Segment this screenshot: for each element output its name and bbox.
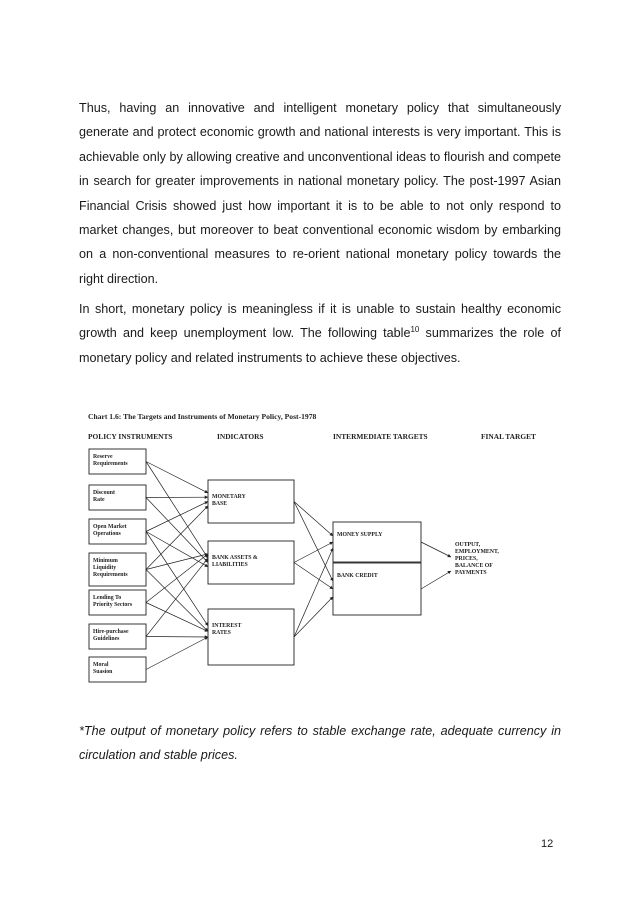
- connector-arrow: [146, 637, 208, 638]
- output-footnote: *The output of monetary policy refers to stable exchange rate, adequate currency in circulation and stable prices.: [79, 724, 561, 763]
- instrument-box-label: Requirements: [93, 572, 128, 578]
- instrument-box-label: Operations: [93, 531, 121, 537]
- instrument-box-label: Requirements: [93, 461, 128, 467]
- connector-arrow: [294, 597, 333, 637]
- indicator-box: [208, 609, 294, 665]
- indicator-box-label: LIABILITIES: [212, 562, 248, 568]
- footnote-reference: 10: [410, 325, 420, 335]
- connector-arrow: [294, 563, 333, 590]
- intermediate-target-box-label: BANK CREDIT: [337, 573, 378, 579]
- instrument-box-label: Rate: [93, 497, 105, 503]
- connector-arrow: [421, 542, 451, 557]
- instrument-box-label: Discount: [93, 490, 115, 496]
- header-final-target: FINAL TARGET: [481, 432, 536, 441]
- indicator-box-label: MONETARY: [212, 494, 246, 500]
- instrument-box-label: Suasion: [93, 669, 113, 675]
- connector-arrow: [294, 502, 333, 582]
- final-target-label: PAYMENTS: [455, 570, 487, 576]
- header-intermediate-targets: INTERMEDIATE TARGETS: [333, 432, 428, 441]
- connector-arrow: [146, 462, 208, 493]
- final-target-label: PRICES,: [455, 556, 478, 562]
- instrument-box-label: Open Market: [93, 524, 127, 530]
- intermediate-target-box-label: MONEY SUPPLY: [337, 532, 383, 538]
- connector-arrow: [146, 506, 208, 570]
- instrument-box-label: Minimum: [93, 558, 118, 564]
- connector-arrow: [294, 542, 333, 563]
- indicator-box-label: INTEREST: [212, 623, 242, 629]
- instrument-box-label: Lending To: [93, 595, 122, 601]
- connector-arrow: [146, 502, 208, 532]
- header-policy-instruments: POLICY INSTRUMENTS: [88, 432, 173, 441]
- connector-arrow: [294, 548, 333, 637]
- instrument-box-label: Liquidity: [93, 565, 117, 571]
- connector-arrow: [146, 558, 208, 636]
- paragraph-innovative-policy: Thus, having an innovative and intelligent monetary policy that simultaneously generate and protect economic growth and national interests is very important. This is achievable only by allowing creative and unconventional ideas to flourish and compete in search for greater improvements in national monetary policy. The post-1997 Asian Financial Crisis showed just how important it is to be able to not only respond to market changes, but moreover to beat conventional economic wisdom by embarking on a non-conventional measures to re-orient national monetary policy towards the right direction.: [79, 101, 561, 286]
- final-target-label: BALANCE OF: [455, 563, 493, 569]
- final-target-label: EMPLOYMENT,: [455, 549, 499, 555]
- instrument-box-label: Reserve: [93, 454, 113, 460]
- connector-arrow: [146, 637, 208, 670]
- paragraph-summary-text: In short, monetary policy is meaningless if it is unable to sustain healthy economic growth and keep unemployment low. The following table: [79, 302, 561, 341]
- connector-arrow: [146, 603, 208, 632]
- diagram-title: Chart 1.6: The Targets and Instruments of Monetary Policy, Post-1978: [88, 412, 317, 421]
- diagram-boxes: [89, 449, 499, 682]
- connector-arrow: [146, 462, 208, 559]
- connector-arrow: [421, 571, 451, 589]
- instrument-box-label: Hire-purchase: [93, 629, 129, 635]
- connector-arrow: [146, 554, 208, 603]
- indicator-box-label: BASE: [212, 501, 228, 507]
- page-number: 12: [541, 838, 554, 850]
- intermediate-target-box: [333, 522, 421, 562]
- header-indicators: INDICATORS: [217, 432, 264, 441]
- connector-arrow: [146, 498, 208, 563]
- instrument-box-label: Priority Sectors: [93, 602, 133, 608]
- paragraph-summary-text-end: summarizes the role of monetary policy and related instruments to achieve these objectives.: [79, 326, 561, 365]
- intermediate-target-box: [333, 563, 421, 615]
- monetary-policy-diagram: [82, 405, 572, 685]
- indicator-box-label: BANK ASSETS &: [212, 555, 258, 561]
- connector-arrow: [294, 502, 333, 537]
- instrument-box-label: Moral: [93, 662, 109, 668]
- instrument-box-label: Guidelines: [93, 636, 120, 642]
- indicator-box-label: RATES: [212, 630, 231, 636]
- paragraph-policy-summary: [79, 297, 561, 370]
- final-target-label: OUTPUT,: [455, 542, 481, 548]
